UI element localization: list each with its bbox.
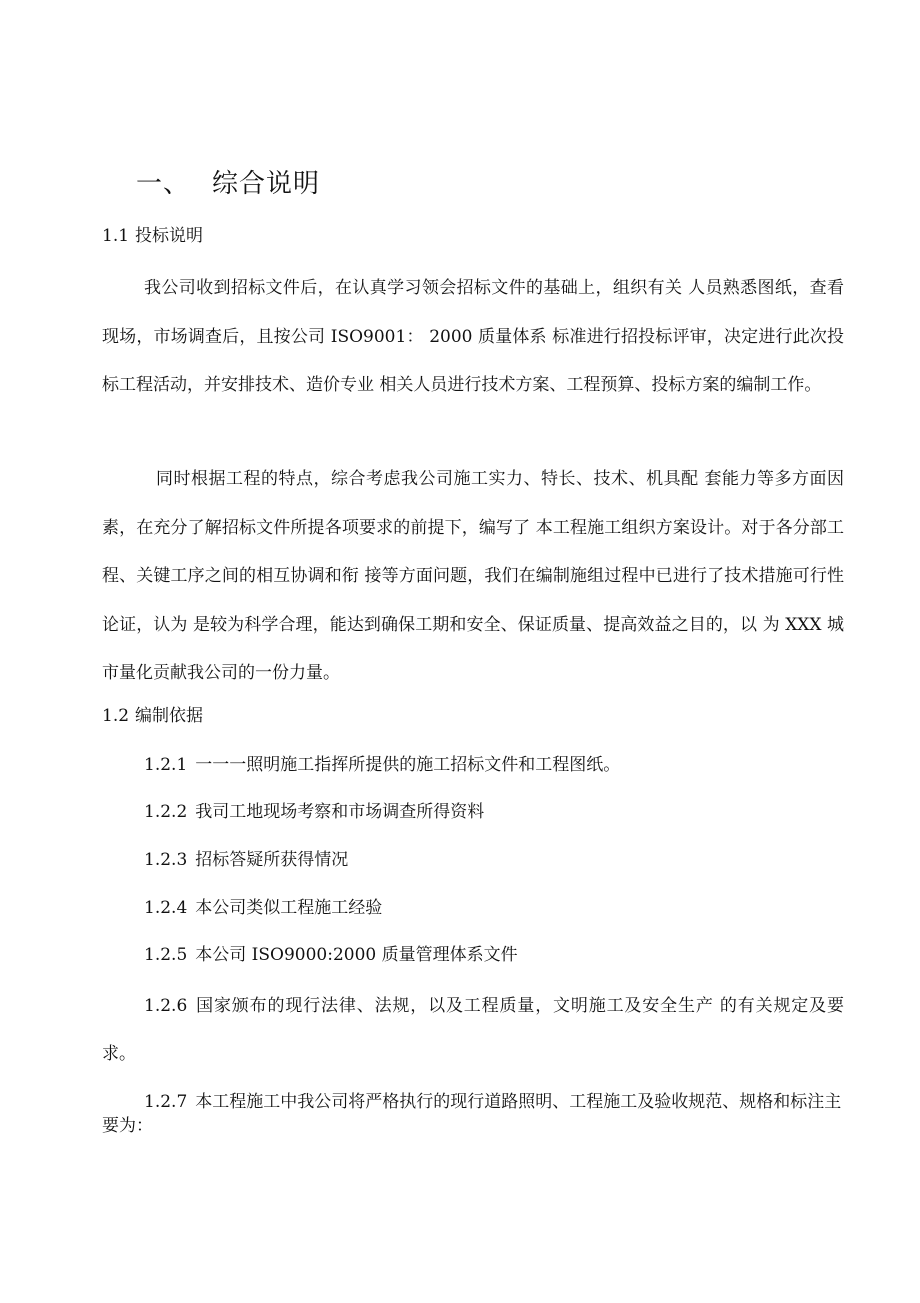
item-text: 本公司 ISO9000:2000 质量管理体系文件 bbox=[195, 945, 518, 965]
list-item bbox=[102, 894, 844, 922]
item-text: 招标答疑所获得情况 bbox=[195, 850, 349, 870]
list-item bbox=[102, 751, 844, 779]
subsection-number: 1.1 bbox=[102, 226, 130, 246]
item-number: 1.2.1 bbox=[144, 755, 188, 775]
subsection-1-2-title bbox=[102, 702, 203, 730]
subsection-title: 投标说明 bbox=[135, 226, 204, 246]
item-text: 我司工地现场考察和市场调查所得资料 bbox=[195, 802, 485, 822]
item-number: 1.2.6 bbox=[144, 996, 188, 1016]
item-number: 1.2.2 bbox=[144, 802, 188, 822]
item-number: 1.2.5 bbox=[144, 945, 188, 965]
subsection-title: 编制依据 bbox=[135, 706, 204, 726]
list-item bbox=[102, 1090, 844, 1138]
section-heading bbox=[136, 164, 320, 204]
subsection-number: 1.2 bbox=[102, 706, 130, 726]
subsection-1-1-title bbox=[102, 222, 203, 250]
item-text: 本公司类似工程施工经验 bbox=[195, 898, 383, 918]
item-text: 本工程施工中我公司将严格执行的现行道路照明、工程施工及验收规范、规格和标注主要为： bbox=[102, 1092, 842, 1136]
heading-number: 一、 bbox=[136, 169, 191, 199]
item-number: 1.2.3 bbox=[144, 850, 188, 870]
list-item bbox=[102, 982, 844, 1078]
paragraph-bid-description-2: 同时根据工程的特点，综合考虑我公司施工实力、特长、技术、机具配 套能力等多方面因素，在充分了解招标文件所提各项要求的前提下，编写了 本工程施工组织方案设计。对于各分部工程、关键工序之间的相互协调和衔 接等方面问题，我们在编制施组过程中已进行了技术措施可行性论证，认为 是较为科学合理，能达到确保工期和安全、保证质量、提高效益之目的，以 为 XXX 城市量化贡献我公司的一份力量。 bbox=[102, 469, 844, 683]
list-item bbox=[102, 941, 844, 969]
paragraph-bid-description-1: 我公司收到招标文件后，在认真学习领会招标文件的基础上，组织有关 人员熟悉图纸，查看现场，市场调查后，且按公司 ISO9001： 2000 质量体系 标准进行招投标评审，决定进行此次投标工程活动，并安排技术、造价专业 相关人员进行技术方案、工程预算、投标方案的编制工作。 bbox=[102, 278, 844, 395]
item-number: 1.2.7 bbox=[144, 1092, 188, 1112]
list-item bbox=[102, 846, 844, 874]
item-text: 国家颁布的现行法律、法规，以及工程质量，文明施工及安全生产 的有关规定及要求。 bbox=[102, 996, 844, 1064]
item-text: 一一一照明施工指挥所提供的施工招标文件和工程图纸。 bbox=[195, 755, 621, 775]
list-item bbox=[102, 798, 844, 826]
heading-title: 综合说明 bbox=[212, 169, 321, 199]
item-number: 1.2.4 bbox=[144, 898, 188, 918]
